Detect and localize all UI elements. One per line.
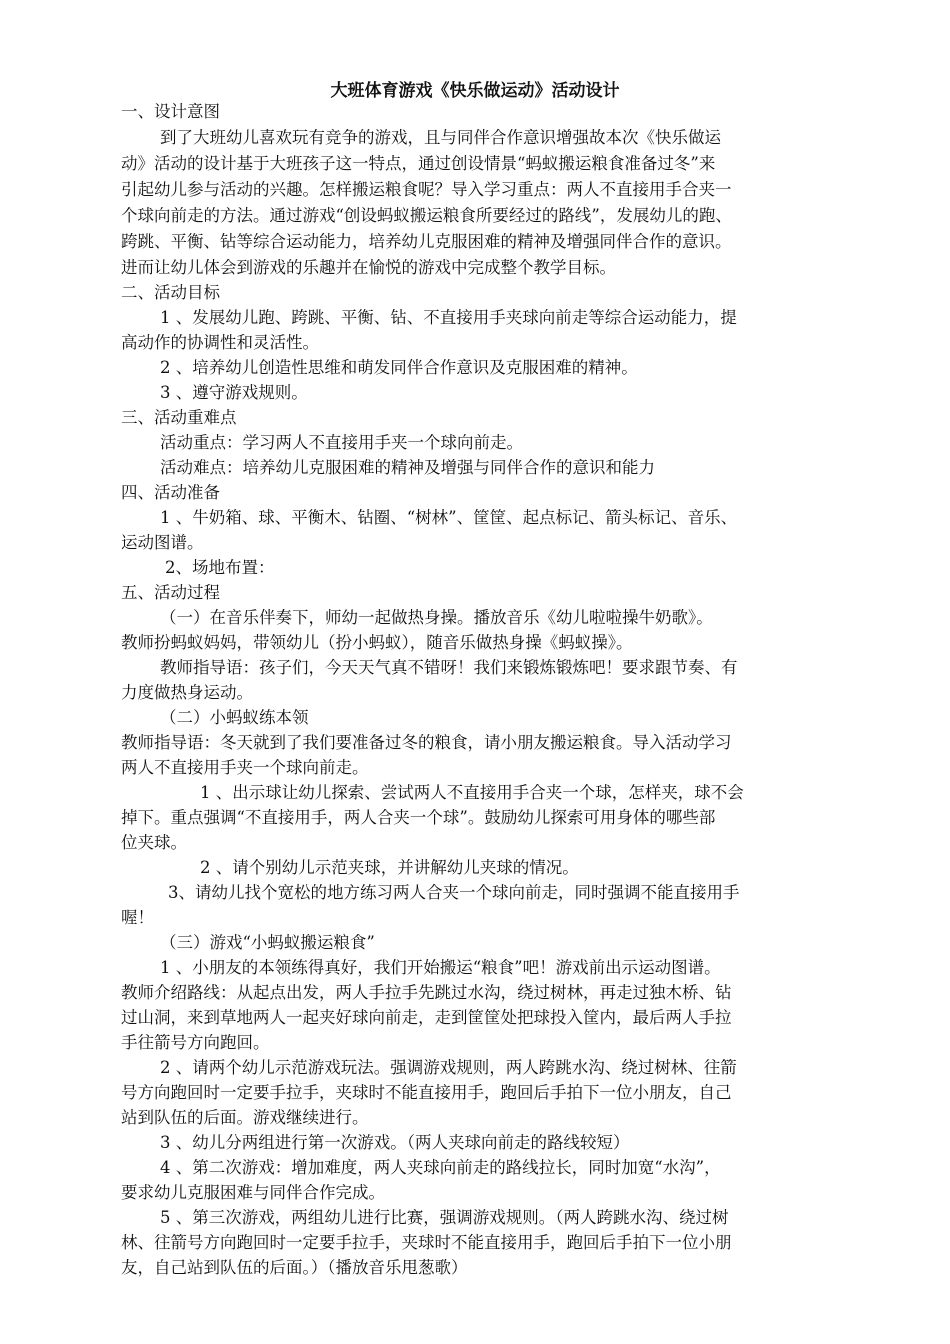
paragraph-line: 2、场地布置： [165, 558, 275, 577]
paragraph-line: 个球向前走的方法。通过游戏“创设蚂蚁搬运粮食所要经过的路线”，发展幼儿的跑、 [121, 206, 732, 225]
paragraph-line: 林、往箭号方向跑回时一定要手拉手，夹球时不能直接用手，跑回后手拍下一位小朋 [121, 1233, 732, 1252]
section-heading: 三、活动重难点 [121, 408, 237, 427]
paragraph-line: 手往箭号方向跑回。 [121, 1033, 270, 1052]
paragraph-line: 到了大班幼儿喜欢玩有竞争的游戏，且与同伴合作意识增强故本次《快乐做运 [160, 128, 721, 147]
paragraph-line: 号方向跑回时一定要手拉手，夹球时不能直接用手，跑回后手拍下一位小朋友，自己 [121, 1083, 732, 1102]
paragraph-line: 要求幼儿克服困难与同伴合作完成。 [121, 1183, 385, 1202]
paragraph-line: 掉下。重点强调“不直接用手，两人合夹一个球”。鼓励幼儿探索可用身体的哪些部 [121, 808, 716, 827]
paragraph-line: 教师指导语：冬天就到了我们要准备过冬的粮食，请小朋友搬运粮食。导入活动学习 [121, 733, 732, 752]
paragraph-line: 运动图谱。 [121, 533, 204, 552]
paragraph-line: 教师扮蚂蚁妈妈，带领幼儿（扮小蚂蚁），随音乐做热身操《蚂蚁操》。 [121, 633, 633, 652]
paragraph-line: 2 、培养幼儿创造性思维和萌发同伴合作意识及克服困难的精神。 [160, 358, 638, 377]
paragraph-line: 3、请幼儿找个宽松的地方练习两人合夹一个球向前走，同时强调不能直接用手 [168, 883, 740, 902]
section-heading: 四、活动准备 [121, 483, 220, 502]
document-title: 大班体育游戏《快乐做运动》活动设计 [330, 81, 620, 101]
paragraph-line: 喔！ [121, 908, 154, 927]
paragraph-line: 位夹球。 [121, 833, 187, 852]
paragraph-line: 过山洞，来到草地两人一起夹好球向前走，走到筐筐处把球投入筐内，最后两人手拉 [121, 1008, 732, 1027]
paragraph-line: 站到队伍的后面。游戏继续进行。 [121, 1108, 369, 1127]
paragraph-line: 力度做热身运动。 [121, 683, 253, 702]
section-heading: 二、活动目标 [121, 283, 220, 302]
paragraph-line: 引起幼儿参与活动的兴趣。怎样搬运粮食呢？导入学习重点：两人不直接用手合夹一 [121, 180, 732, 199]
paragraph-line: 4 、第二次游戏：增加难度，两人夹球向前走的路线拉长，同时加宽“水沟”， [160, 1158, 721, 1177]
paragraph-line: 1 、小朋友的本领练得真好，我们开始搬运“粮食”吧！游戏前出示运动图谱。 [160, 958, 721, 977]
paragraph-line: 3 、幼儿分两组进行第一次游戏。（两人夹球向前走的路线较短） [160, 1133, 630, 1152]
paragraph-line: 教师指导语：孩子们，今天天气真不错呀！我们来锻炼锻炼吧！要求跟节奏、有 [160, 658, 738, 677]
paragraph-line: 2 、请个别幼儿示范夹球，并讲解幼儿夹球的情况。 [200, 858, 579, 877]
paragraph-line: 动》活动的设计基于大班孩子这一特点，通过创设情景“蚂蚁搬运粮食准备过冬”来 [121, 154, 716, 173]
paragraph-line: 1 、牛奶箱、球、平衡木、钻圈、“树林”、筐筐、起点标记、箭头标记、音乐、 [160, 508, 738, 527]
paragraph-line: 活动重点：学习两人不直接用手夹一个球向前走。 [160, 433, 523, 452]
paragraph-line: 高动作的协调性和灵活性。 [121, 333, 319, 352]
paragraph-line: 5 、第三次游戏，两组幼儿进行比赛，强调游戏规则。（两人跨跳水沟、绕过树 [160, 1208, 729, 1227]
paragraph-line: 跨跳、平衡、钻等综合运动能力，培养幼儿克服困难的精神及增强同伴合作的意识。 [121, 232, 732, 251]
subsection-heading: （二）小蚂蚁练本领 [160, 708, 309, 727]
paragraph-line: 1 、出示球让幼儿探索、尝试两人不直接用手合夹一个球，怎样夹，球不会 [200, 783, 744, 802]
section-heading: 一、设计意图 [121, 102, 220, 121]
paragraph-line: 3 、遵守游戏规则。 [160, 383, 308, 402]
section-heading: 五、活动过程 [121, 583, 220, 602]
paragraph-line: 进而让幼儿体会到游戏的乐趣并在愉悦的游戏中完成整个教学目标。 [121, 258, 616, 277]
subsection-heading: （三）游戏“小蚂蚁搬运粮食” [160, 933, 375, 952]
paragraph-line: 教师介绍路线：从起点出发，两人手拉手先跳过水沟，绕过树林，再走过独木桥、钻 [121, 983, 732, 1002]
paragraph-line: 2 、请两个幼儿示范游戏玩法。强调游戏规则，两人跨跳水沟、绕过树林、往箭 [160, 1058, 737, 1077]
paragraph-line: （一）在音乐伴奏下，师幼一起做热身操。播放音乐《幼儿啦啦操牛奶歌》。 [160, 608, 713, 627]
paragraph-line: 友，自己站到队伍的后面。）（播放音乐甩葱歌） [121, 1258, 468, 1277]
paragraph-line: 两人不直接用手夹一个球向前走。 [121, 758, 369, 777]
paragraph-line: 活动难点：培养幼儿克服困难的精神及增强与同伴合作的意识和能力 [160, 458, 655, 477]
paragraph-line: 1 、发展幼儿跑、跨跳、平衡、钻、不直接用手夹球向前走等综合运动能力，提 [160, 308, 737, 327]
